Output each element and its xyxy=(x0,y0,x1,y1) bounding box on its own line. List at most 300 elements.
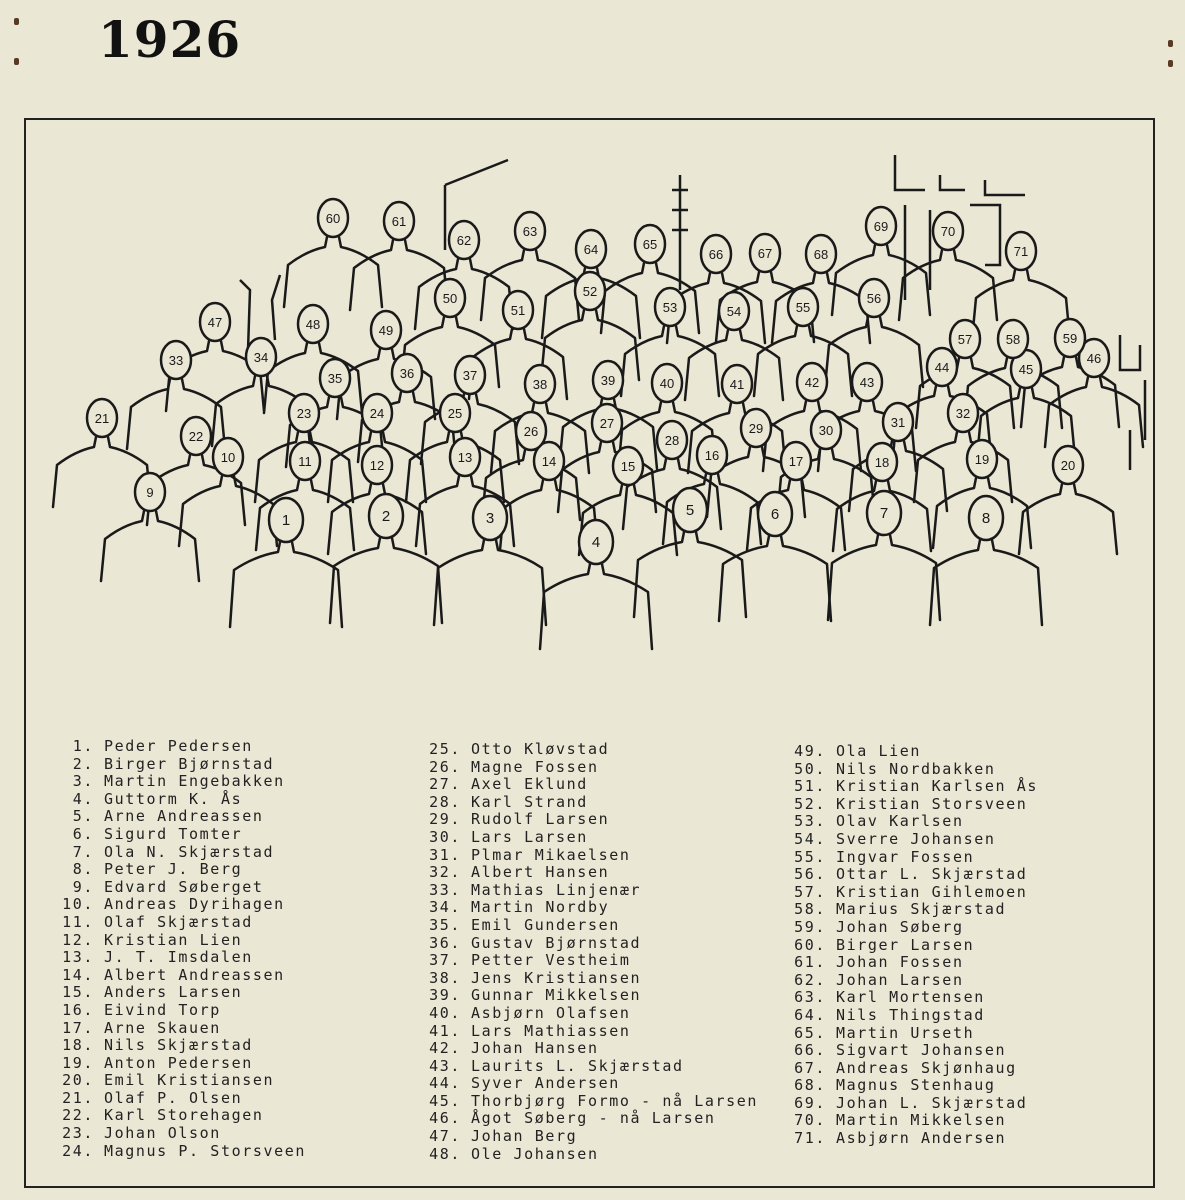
figure-body xyxy=(350,240,448,310)
entry-name: Birger Bjørnstad xyxy=(104,754,275,773)
entry-name: Asbjørn Olafsen xyxy=(471,1003,631,1022)
figure-number: 49 xyxy=(378,323,394,338)
figure-number: 17 xyxy=(788,454,804,469)
figure-body xyxy=(284,237,382,307)
entry-name: Ola Lien xyxy=(836,742,922,760)
figure-number: 5 xyxy=(685,502,695,519)
name-entry xyxy=(425,1023,758,1041)
entry-name: Sverre Johansen xyxy=(836,829,996,848)
figure-number: 30 xyxy=(818,423,834,438)
name-entry xyxy=(58,914,306,932)
names-column-1 xyxy=(58,738,306,1160)
entry-name: Johan Søberg xyxy=(836,917,964,936)
entry-number: 69. xyxy=(794,1093,826,1112)
entry-number: 71. xyxy=(794,1129,826,1148)
entry-number: 59. xyxy=(794,917,826,936)
name-entry xyxy=(790,831,1038,849)
name-entry xyxy=(58,932,306,950)
name-entry xyxy=(425,741,758,759)
figure-body xyxy=(772,273,870,343)
name-entry xyxy=(425,899,758,917)
name-entry xyxy=(790,813,1038,831)
entry-number: 41. xyxy=(429,1021,461,1040)
names-column-2 xyxy=(425,741,758,1163)
entry-name: Martin Engebakken xyxy=(104,772,285,791)
entry-name: Magne Fossen xyxy=(471,757,599,776)
entry-name: Kristian Storsveen xyxy=(836,794,1028,813)
entry-number: 16. xyxy=(62,1000,94,1019)
figure-number: 52 xyxy=(582,284,598,299)
entry-name: Johan Fossen xyxy=(836,953,964,972)
entry-name: Johan Berg xyxy=(471,1127,578,1146)
entry-number: 65. xyxy=(794,1023,826,1042)
figure-number: 54 xyxy=(726,304,742,319)
name-entry xyxy=(790,989,1038,1007)
entry-number: 42. xyxy=(429,1039,461,1058)
figure-number: 69 xyxy=(873,219,889,234)
entry-name: Ingvar Fossen xyxy=(836,847,975,866)
figure-number: 65 xyxy=(642,237,658,252)
name-entry xyxy=(425,987,758,1005)
figure-number: 2 xyxy=(381,508,391,525)
figure-body xyxy=(1019,484,1117,554)
name-entry xyxy=(425,970,758,988)
figure-number: 58 xyxy=(1005,332,1021,347)
figure-number: 51 xyxy=(510,303,526,318)
entry-number: 20. xyxy=(62,1071,94,1090)
entry-name: Albert Andreassen xyxy=(104,965,285,984)
figure-number: 64 xyxy=(583,242,599,257)
name-entry xyxy=(425,1146,758,1164)
entry-number: 40. xyxy=(429,1003,461,1022)
entry-number: 7. xyxy=(72,842,94,861)
figure-number: 55 xyxy=(795,300,811,315)
figure-number: 20 xyxy=(1060,458,1076,473)
entry-number: 33. xyxy=(429,880,461,899)
entry-number: 34. xyxy=(429,898,461,917)
entry-name: Arne Andreassen xyxy=(104,807,264,826)
figure-number: 60 xyxy=(325,211,341,226)
figure-number: 27 xyxy=(599,416,615,431)
name-entry xyxy=(58,1143,306,1161)
entry-number: 8. xyxy=(72,860,94,879)
figure-number: 67 xyxy=(757,246,773,261)
entry-number: 28. xyxy=(429,792,461,811)
entry-name: Nils Nordbakken xyxy=(836,759,996,778)
entry-number: 12. xyxy=(62,930,94,949)
figure-number: 33 xyxy=(168,353,184,368)
figure-body xyxy=(719,536,831,621)
entry-number: 21. xyxy=(62,1088,94,1107)
entry-number: 38. xyxy=(429,968,461,987)
figure-number: 45 xyxy=(1018,362,1034,377)
entry-number: 66. xyxy=(794,1041,826,1060)
figure-body xyxy=(179,476,277,546)
entry-name: Asbjørn Andersen xyxy=(836,1129,1007,1148)
entry-number: 35. xyxy=(429,915,461,934)
entry-number: 26. xyxy=(429,757,461,776)
figure-body xyxy=(101,511,199,581)
figure-number: 47 xyxy=(207,315,223,330)
name-entry xyxy=(425,759,758,777)
name-entry xyxy=(790,901,1038,919)
entry-number: 56. xyxy=(794,865,826,884)
entry-number: 2. xyxy=(72,754,94,773)
entry-number: 64. xyxy=(794,1005,826,1024)
name-entry xyxy=(790,954,1038,972)
name-entry xyxy=(58,1125,306,1143)
entry-number: 30. xyxy=(429,827,461,846)
entry-name: Johan L. Skjærstad xyxy=(836,1093,1028,1112)
entry-name: Olaf P. Olsen xyxy=(104,1088,243,1107)
name-entry xyxy=(790,919,1038,937)
entry-number: 61. xyxy=(794,953,826,972)
figure-number: 13 xyxy=(457,450,473,465)
entry-name: Jens Kristiansen xyxy=(471,968,642,987)
name-entry xyxy=(425,952,758,970)
entry-number: 25. xyxy=(429,740,461,758)
entry-number: 68. xyxy=(794,1076,826,1095)
name-entry xyxy=(425,917,758,935)
figure-number: 66 xyxy=(708,247,724,262)
name-entry xyxy=(790,1077,1038,1095)
name-entry xyxy=(425,847,758,865)
entry-name: J. T. Imsdalen xyxy=(104,948,253,967)
figure-number: 29 xyxy=(748,421,764,436)
name-entry xyxy=(58,1037,306,1055)
name-entry xyxy=(790,1130,1038,1148)
entry-name: Thorbjørg Formo - nå Larsen xyxy=(471,1091,759,1110)
name-entry xyxy=(58,1002,306,1020)
entry-name: Karl Storehagen xyxy=(104,1106,264,1125)
figure-number: 15 xyxy=(620,459,636,474)
entry-number: 57. xyxy=(794,882,826,901)
name-entry xyxy=(425,1128,758,1146)
name-entry xyxy=(790,1042,1038,1060)
entry-name: Kristian Gihlemoen xyxy=(836,882,1028,901)
entry-name: Kristian Lien xyxy=(104,930,243,949)
name-entry xyxy=(425,1040,758,1058)
figure-body xyxy=(230,542,342,627)
name-entry xyxy=(425,1058,758,1076)
figure-number: 53 xyxy=(662,300,678,315)
name-entry xyxy=(425,864,758,882)
figure-number: 34 xyxy=(253,350,269,365)
figure-number: 7 xyxy=(879,505,889,522)
name-entry xyxy=(425,935,758,953)
entry-name: Otto Kløvstad xyxy=(471,740,610,758)
figure-number: 9 xyxy=(146,485,154,500)
figure-number: 18 xyxy=(874,455,890,470)
entry-name: Johan Larsen xyxy=(836,970,964,989)
entry-number: 53. xyxy=(794,812,826,831)
entry-name: Nils Skjærstad xyxy=(104,1036,253,1055)
figure-body xyxy=(899,250,997,320)
entry-number: 4. xyxy=(72,789,94,808)
entry-name: Edvard Søberget xyxy=(104,877,264,896)
entry-number: 49. xyxy=(794,742,826,760)
entry-number: 19. xyxy=(62,1053,94,1072)
entry-name: Sigurd Tomter xyxy=(104,824,243,843)
figure-number: 57 xyxy=(957,332,973,347)
name-entry xyxy=(58,879,306,897)
entry-name: Axel Eklund xyxy=(471,775,588,794)
figure-number: 22 xyxy=(188,429,204,444)
entry-number: 36. xyxy=(429,933,461,952)
entry-number: 37. xyxy=(429,951,461,970)
entry-name: Syver Andersen xyxy=(471,1074,620,1093)
name-entry xyxy=(790,972,1038,990)
figure-number: 1 xyxy=(281,512,291,529)
entry-number: 50. xyxy=(794,759,826,778)
figure-number: 21 xyxy=(94,411,110,426)
entry-number: 43. xyxy=(429,1056,461,1075)
figure-number: 19 xyxy=(974,452,990,467)
entry-number: 60. xyxy=(794,935,826,954)
name-entry xyxy=(790,937,1038,955)
name-entry xyxy=(58,808,306,826)
name-entry xyxy=(790,1025,1038,1043)
entry-number: 13. xyxy=(62,948,94,967)
entry-name: Ola N. Skjærstad xyxy=(104,842,275,861)
name-entry xyxy=(425,1110,758,1128)
entry-number: 10. xyxy=(62,895,94,914)
entry-name: Marius Skjærstad xyxy=(836,900,1007,919)
name-entry xyxy=(790,1095,1038,1113)
entry-number: 6. xyxy=(72,824,94,843)
entry-number: 48. xyxy=(429,1144,461,1163)
entry-number: 3. xyxy=(72,772,94,791)
figure-number: 12 xyxy=(369,458,385,473)
entry-name: Ole Johansen xyxy=(471,1144,599,1163)
entry-name: Andreas Skjønhaug xyxy=(836,1058,1017,1077)
entry-name: Arne Skauen xyxy=(104,1018,221,1037)
name-entry xyxy=(58,1020,306,1038)
entry-number: 45. xyxy=(429,1091,461,1110)
entry-name: Martin Urseth xyxy=(836,1023,975,1042)
figure-number: 6 xyxy=(770,506,780,523)
entry-number: 9. xyxy=(72,877,94,896)
name-entry xyxy=(425,882,758,900)
name-entry xyxy=(425,829,758,847)
entry-name: Olaf Skjærstad xyxy=(104,912,253,931)
figure-number: 61 xyxy=(391,214,407,229)
entry-name: Petter Vestheim xyxy=(471,951,631,970)
figure-number: 46 xyxy=(1086,351,1102,366)
entry-number: 44. xyxy=(429,1074,461,1093)
entry-number: 5. xyxy=(72,807,94,826)
figure-number: 63 xyxy=(522,224,538,239)
entry-name: Ottar L. Skjærstad xyxy=(836,865,1028,884)
entry-name: Albert Hansen xyxy=(471,863,610,882)
entry-name: Karl Strand xyxy=(471,792,588,811)
figure-number: 39 xyxy=(600,373,616,388)
name-entry xyxy=(58,738,306,756)
name-entry xyxy=(58,756,306,774)
name-entry xyxy=(58,967,306,985)
name-entry xyxy=(58,1055,306,1073)
entry-number: 1. xyxy=(72,737,94,755)
name-entry xyxy=(58,984,306,1002)
name-entry xyxy=(790,884,1038,902)
name-entry xyxy=(790,796,1038,814)
entry-name: Anton Pedersen xyxy=(104,1053,253,1072)
entry-number: 14. xyxy=(62,965,94,984)
entry-name: Johan Olson xyxy=(104,1124,221,1143)
figure-number: 16 xyxy=(704,448,720,463)
entry-name: Lars Larsen xyxy=(471,827,588,846)
entry-name: Ågot Søberg - nå Larsen xyxy=(471,1109,716,1128)
figure-number: 71 xyxy=(1013,244,1029,259)
figure-number: 28 xyxy=(664,433,680,448)
entry-name: Mathias Linjenær xyxy=(471,880,642,899)
name-entry xyxy=(58,1107,306,1125)
figure-number: 3 xyxy=(485,510,495,527)
name-entry xyxy=(790,761,1038,779)
entry-number: 55. xyxy=(794,847,826,866)
figure-number: 11 xyxy=(298,454,312,469)
entry-number: 51. xyxy=(794,777,826,796)
figure-body xyxy=(930,540,1042,625)
entry-name: Magnus P. Storsveen xyxy=(104,1141,306,1160)
entry-name: Andreas Dyrihagen xyxy=(104,895,285,914)
entry-name: Peder Pedersen xyxy=(104,737,253,755)
figure-number: 8 xyxy=(981,510,991,527)
entry-number: 62. xyxy=(794,970,826,989)
entry-number: 67. xyxy=(794,1058,826,1077)
figure-number: 42 xyxy=(804,375,820,390)
entry-number: 15. xyxy=(62,983,94,1002)
figure-number: 25 xyxy=(447,406,463,421)
figure-number: 24 xyxy=(369,406,385,421)
entry-name: Birger Larsen xyxy=(836,935,975,954)
entry-number: 70. xyxy=(794,1111,826,1130)
figure-number: 37 xyxy=(462,368,478,383)
name-entry xyxy=(58,1072,306,1090)
entry-number: 46. xyxy=(429,1109,461,1128)
entry-name: Martin Nordby xyxy=(471,898,610,917)
name-entry xyxy=(790,849,1038,867)
entry-number: 18. xyxy=(62,1036,94,1055)
entry-number: 27. xyxy=(429,775,461,794)
name-entry xyxy=(425,811,758,829)
figure-number: 68 xyxy=(813,247,829,262)
entry-name: Gustav Bjørnstad xyxy=(471,933,642,952)
entry-number: 32. xyxy=(429,863,461,882)
entry-number: 31. xyxy=(429,845,461,864)
figure-number: 41 xyxy=(729,377,745,392)
name-entry xyxy=(425,1075,758,1093)
name-entry xyxy=(425,1093,758,1111)
year-heading: 1926 xyxy=(98,10,242,69)
name-entry xyxy=(58,896,306,914)
figure-number: 70 xyxy=(940,224,956,239)
figure-number: 14 xyxy=(541,454,557,469)
entry-name: Peter J. Berg xyxy=(104,860,243,879)
figure-number: 59 xyxy=(1062,331,1078,346)
entry-number: 63. xyxy=(794,988,826,1007)
entry-name: Gunnar Mikkelsen xyxy=(471,986,642,1005)
name-entry xyxy=(58,844,306,862)
figure-number: 36 xyxy=(399,366,415,381)
figure-number: 48 xyxy=(305,317,321,332)
entry-name: Magnus Stenhaug xyxy=(836,1076,996,1095)
entry-number: 39. xyxy=(429,986,461,1005)
entry-name: Laurits L. Skjærstad xyxy=(471,1056,684,1075)
figure-number: 4 xyxy=(591,534,601,551)
entry-number: 22. xyxy=(62,1106,94,1125)
figure-number: 38 xyxy=(532,377,548,392)
name-entry xyxy=(790,866,1038,884)
entry-name: Karl Mortensen xyxy=(836,988,985,1007)
figure-number: 31 xyxy=(890,415,906,430)
name-entry xyxy=(790,1112,1038,1130)
entry-name: Guttorm K. Ås xyxy=(104,789,243,808)
entry-number: 54. xyxy=(794,829,826,848)
entry-name: Sigvart Johansen xyxy=(836,1041,1007,1060)
figure-number: 50 xyxy=(442,291,458,306)
names-column-3 xyxy=(790,743,1038,1148)
entry-number: 29. xyxy=(429,810,461,829)
name-entry xyxy=(425,776,758,794)
entry-number: 24. xyxy=(62,1141,94,1160)
entry-name: Lars Mathiassen xyxy=(471,1021,631,1040)
name-entry xyxy=(58,791,306,809)
name-entry xyxy=(58,949,306,967)
name-entry xyxy=(425,1005,758,1023)
figure-number: 26 xyxy=(523,424,539,439)
entry-number: 52. xyxy=(794,794,826,813)
name-entry xyxy=(790,1060,1038,1078)
figure-number: 35 xyxy=(327,371,343,386)
name-entry xyxy=(790,778,1038,796)
entry-name: Emil Gundersen xyxy=(471,915,620,934)
figure-number: 62 xyxy=(456,233,472,248)
entry-name: Emil Kristiansen xyxy=(104,1071,275,1090)
entry-name: Anders Larsen xyxy=(104,983,243,1002)
entry-number: 47. xyxy=(429,1127,461,1146)
figure-number: 40 xyxy=(659,376,675,391)
figure-number: 10 xyxy=(220,450,236,465)
figure-body xyxy=(434,540,546,625)
name-entry xyxy=(58,1090,306,1108)
entry-name: Plmar Mikaelsen xyxy=(471,845,631,864)
figure-number: 56 xyxy=(866,291,882,306)
entry-number: 17. xyxy=(62,1018,94,1037)
figure-number: 32 xyxy=(955,406,971,421)
entry-name: Johan Hansen xyxy=(471,1039,599,1058)
name-entry xyxy=(790,1007,1038,1025)
figure-number: 43 xyxy=(859,375,875,390)
entry-number: 11. xyxy=(62,912,94,931)
figure-number: 44 xyxy=(934,360,950,375)
name-entry xyxy=(58,773,306,791)
name-entry xyxy=(425,794,758,812)
name-entry xyxy=(58,826,306,844)
figure-number: 23 xyxy=(296,406,312,421)
entry-name: Eivind Torp xyxy=(104,1000,221,1019)
entry-number: 23. xyxy=(62,1124,94,1143)
entry-name: Nils Thingstad xyxy=(836,1005,985,1024)
entry-name: Rudolf Larsen xyxy=(471,810,610,829)
name-entry xyxy=(58,861,306,879)
entry-name: Kristian Karlsen Ås xyxy=(836,777,1038,796)
entry-number: 58. xyxy=(794,900,826,919)
entry-name: Olav Karlsen xyxy=(836,812,964,831)
entry-name: Martin Mikkelsen xyxy=(836,1111,1007,1130)
name-entry xyxy=(790,743,1038,761)
figure-body xyxy=(634,532,746,617)
